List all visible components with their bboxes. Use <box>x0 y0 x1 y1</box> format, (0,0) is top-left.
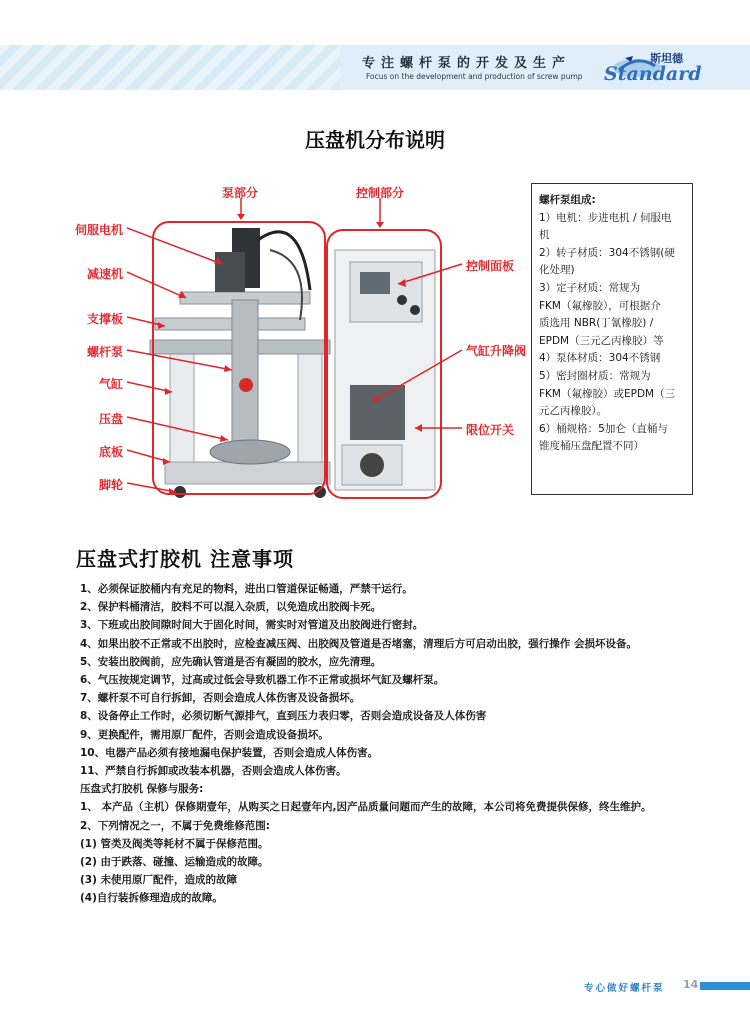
header-title-cn: 专注螺杆泵的开发及生产 <box>362 56 572 71</box>
note-item: 3、下班或出胶间隙时间大于固化时间，需实时对管道及出胶阀进行密封。 <box>80 619 424 632</box>
spec-line: 锥度桶压盘配置不同） <box>539 440 644 453</box>
note-item: 11、严禁自行拆卸或改装本机器，否则会造成人体伤害。 <box>80 765 347 778</box>
warranty-item: (4)自行装拆修理造成的故障。 <box>80 892 223 905</box>
logo-text-cn: 斯坦德 <box>650 52 683 65</box>
label-caster: 脚轮 <box>99 478 124 492</box>
label-control-panel: 控制面板 <box>466 259 515 273</box>
label-cylinder: 气缸 <box>99 377 124 391</box>
label-screw-pump: 螺杆泵 <box>87 345 124 359</box>
header-title-en: Focus on the development and production of screw pump <box>366 72 583 81</box>
spec-title: 螺杆泵组成: <box>539 194 596 206</box>
spec-line: 6）桶规格：5加仑（直桶与 <box>539 422 668 435</box>
warranty-item: (1) 管类及阀类等耗材不属于保修范围。 <box>80 837 269 850</box>
footer-accent-bar <box>700 982 750 990</box>
label-servo-motor: 伺服电机 <box>75 223 124 237</box>
spec-line: 机 <box>539 229 550 242</box>
spec-line: EPDM（三元乙丙橡胶）等 <box>539 334 664 347</box>
note-item: 7、螺杆泵不可自行拆卸，否则会造成人体伤害及设备损坏。 <box>80 692 361 705</box>
spec-line: 1）电机：步进电机 / 伺服电 <box>539 211 672 224</box>
warranty-item: 2、下列情况之一，不属于免费维修范围: <box>80 819 271 832</box>
label-cylinder-valve: 气缸升降阀 <box>466 344 527 358</box>
note-item: 1、必须保证胶桶内有充足的物料，进出口管道保证畅通，严禁干运行。 <box>80 583 413 595</box>
note-item: 10、电器产品必须有接地漏电保护装置，否则会造成人体伤害。 <box>80 746 379 759</box>
spec-line: 质选用 NBR(丁氰橡胶) / <box>539 317 654 330</box>
page-number: 14 <box>683 978 699 991</box>
spec-line: 化处理) <box>539 264 575 277</box>
logo-text-en: Standard <box>604 63 702 85</box>
spec-line: FKM（氟橡胶），可根据介 <box>539 299 661 312</box>
spec-panel <box>531 183 693 495</box>
warranty-item: (3) 未使用原厂配件，造成的故障 <box>80 874 238 887</box>
footer-slogan: 专心做好螺杆泵 <box>584 983 665 994</box>
label-base-plate: 底板 <box>99 445 124 459</box>
warranty-item: 1、 本产品（主机）保修期壹年，从购买之日起壹年内,因产品质量问题而产生的故障，本公司将免费提供保修，终生维护。 <box>80 801 652 814</box>
label-press-plate: 压盘 <box>99 412 124 426</box>
note-item: 8、设备停止工作时，必须切断气源排气，直到压力表归零，否则会造成设备及人体伤害 <box>80 710 487 723</box>
label-support-plate: 支撑板 <box>87 312 124 326</box>
note-item: 4、如果出胶不正常或不出胶时，应检查减压阀、出胶阀及管道是否堵塞，清理后方可启动出胶，强行操作 会损坏设备。 <box>80 637 637 650</box>
warranty-item: (2) 由于跌落、碰撞、运输造成的故障。 <box>80 856 269 869</box>
note-item: 2、保护料桶清洁，胶料不可以混入杂质，以免造成出胶阀卡死。 <box>80 601 382 614</box>
spec-line: 5）密封圈材质：常规为 <box>539 369 651 382</box>
spec-line: 元乙丙橡胶）。 <box>539 405 608 418</box>
label-control-section: 控制部分 <box>356 186 405 200</box>
note-item: 5、安装出胶阀前，应先确认管道是否有凝固的胶水，应先清理。 <box>80 655 382 668</box>
notes-list <box>80 580 700 908</box>
machine-photo <box>150 228 435 498</box>
label-reducer: 减速机 <box>87 267 124 281</box>
note-item: 6、气压按规定调节，过高或过低会导致机器工作不正常或损坏气缸及螺杆泵。 <box>80 674 445 687</box>
note-item: 9、更换配件，需用原厂配件，否则会造成设备损坏。 <box>80 728 329 741</box>
spec-line: 4）泵体材质：304不锈钢 <box>539 352 661 365</box>
page-title: 压盘机分布说明 <box>305 128 445 152</box>
header-banner-pattern <box>0 45 340 90</box>
warranty-heading: 压盘式打胶机 保修与服务: <box>80 783 204 796</box>
notes-title: 压盘式打胶机 注意事项 <box>76 547 294 571</box>
label-limit-switch: 限位开关 <box>466 423 515 437</box>
spec-line: FKM（氟橡胶）或EPDM（三 <box>539 387 676 400</box>
spec-line: 3）定子材质：常规为 <box>539 281 641 294</box>
spec-line: 2）转子材质：304不锈钢(硬 <box>539 246 675 259</box>
label-pump-section: 泵部分 <box>222 186 259 200</box>
